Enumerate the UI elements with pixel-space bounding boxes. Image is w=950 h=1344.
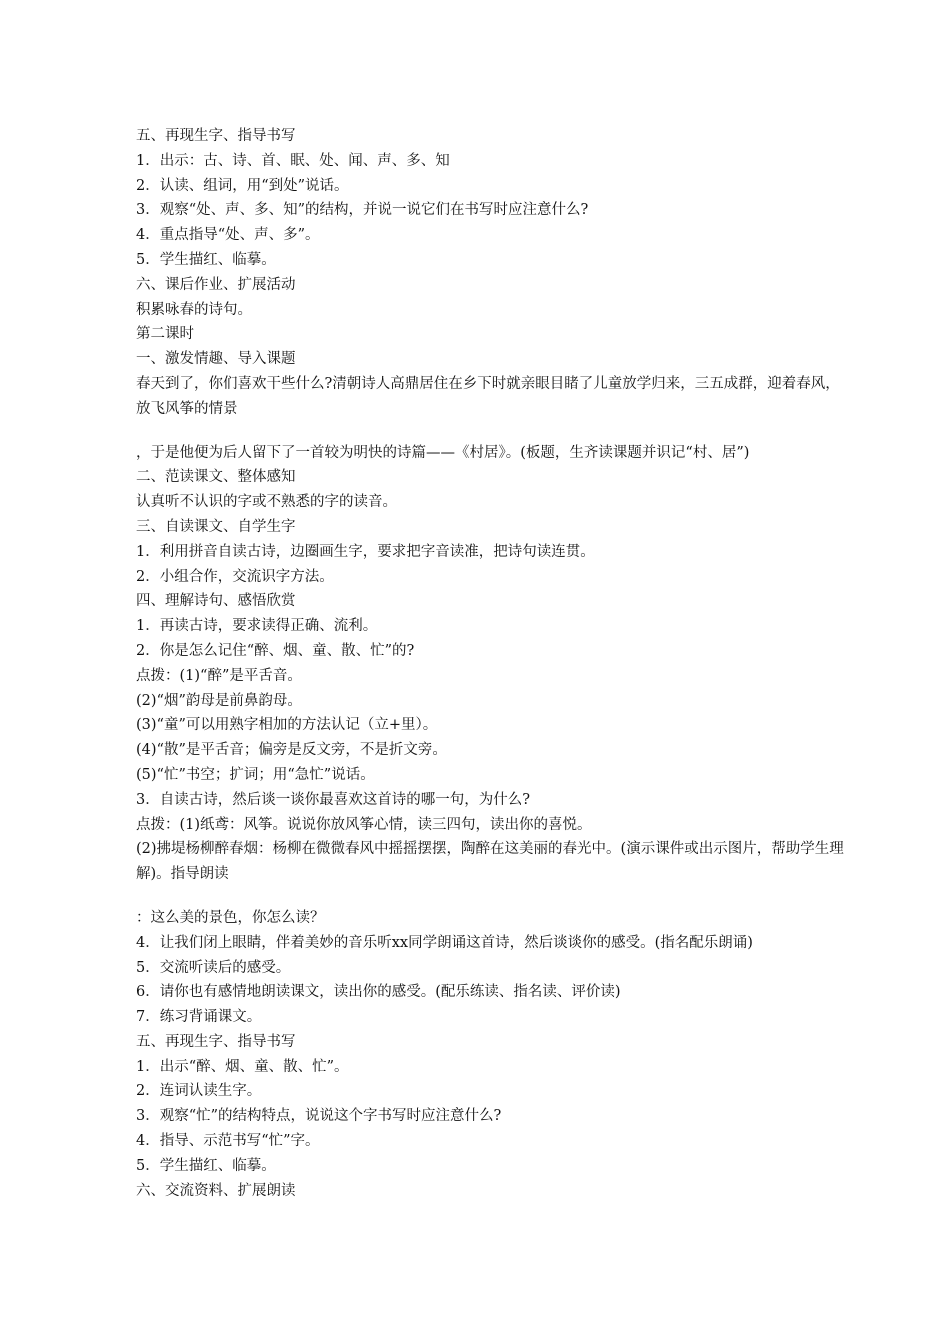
- list-item: 5．交流听读后的感受。: [136, 959, 291, 976]
- body-text: 积累咏春的诗句。: [136, 301, 252, 318]
- section-heading: 三、自读课文、自学生字: [136, 518, 296, 535]
- paragraph-gap: [136, 422, 850, 441]
- body-text: (3)“童”可以用熟字相加的方法认记（立+里）。: [136, 717, 438, 734]
- list-item: 4．让我们闭上眼睛，伴着美妙的音乐听xx同学朗诵这首诗，然后谈谈你的感受。(指名配乐朗诵): [136, 934, 753, 951]
- list-item: 3．自读古诗，然后谈一谈你最喜欢这首诗的哪一句，为什么?: [136, 791, 530, 808]
- body-paragraph: (2)拂堤杨柳醉春烟：杨柳在微微春风中摇摇摆摆，陶醉在这美丽的春光中。(演示课件或出示图片，帮助学生理解)。指导朗读: [136, 841, 844, 883]
- body-text: ，于是他便为后人留下了一首较为明快的诗篇——《村居》。(板题，生齐读课题并识记“村、居”): [136, 444, 750, 461]
- list-item: 4．指导、示范书写“忙”字。: [136, 1133, 320, 1150]
- paragraph-gap: [136, 887, 850, 906]
- section-heading: 五、再现生字、指导书写: [136, 128, 296, 144]
- list-item: 3．观察“处、声、多、知”的结构，并说一说它们在书写时应注意什么?: [136, 202, 589, 219]
- list-item: 1．再读古诗，要求读得正确、流利。: [136, 618, 378, 635]
- document-body: [136, 124, 850, 1203]
- list-item: 2．你是怎么记住“醉、烟、童、散、忙”的?: [136, 642, 415, 659]
- list-item: 3．观察“忙”的结构特点，说说这个字书写时应注意什么?: [136, 1108, 502, 1125]
- list-item: 5．学生描红、临摹。: [136, 1157, 276, 1174]
- list-item: 1．利用拼音自读古诗，边圈画生字，要求把字音读准，把诗句读连贯。: [136, 543, 595, 560]
- list-item: 1．出示“醉、烟、童、散、忙”。: [136, 1058, 349, 1075]
- list-item: 6．请你也有感情地朗读课文，读出你的感受。(配乐练读、指名读、评价读): [136, 984, 621, 1001]
- body-text: 点拨：(1)“醉”是平舌音。: [136, 667, 302, 684]
- section-heading: 六、交流资料、扩展朗读: [136, 1182, 296, 1199]
- lesson-heading: 第二课时: [136, 326, 194, 343]
- list-item: 2．连词认读生字。: [136, 1083, 262, 1100]
- section-heading: 五、再现生字、指导书写: [136, 1033, 296, 1050]
- list-item: 5．学生描红、临摹。: [136, 251, 276, 268]
- body-paragraph: 春天到了，你们喜欢干些什么?清朝诗人高鼎居住在乡下时就亲眼目睹了儿童放学归来，三五成群，迎着春风，放飞风筝的情景: [136, 375, 840, 417]
- body-text: (2)“烟”韵母是前鼻韵母。: [136, 692, 302, 709]
- body-text: (4)“散”是平舌音；偏旁是反文旁，不是折文旁。: [136, 742, 447, 759]
- section-heading: 六、课后作业、扩展活动: [136, 276, 296, 293]
- body-text: (5)“忙”书空；扩词；用“急忙”说话。: [136, 766, 375, 783]
- section-heading: 四、理解诗句、感悟欣赏: [136, 593, 296, 610]
- list-item: 7．练习背诵课文。: [136, 1009, 262, 1026]
- list-item: 2．小组合作，交流识字方法。: [136, 568, 334, 585]
- body-text: 点拨：(1)纸鸢：风筝。说说你放风筝心情，读三四句，读出你的喜悦。: [136, 816, 592, 833]
- list-item: 4．重点指导“处、声、多”。: [136, 227, 320, 244]
- section-heading: 一、激发情趣、导入课题: [136, 351, 296, 368]
- list-item: 2．认读、组词，用“到处”说话。: [136, 177, 349, 194]
- list-item: 1．出示：古、诗、首、眠、处、闻、声、多、知: [136, 152, 450, 169]
- body-text: 认真听不认识的字或不熟悉的字的读音。: [136, 494, 397, 511]
- section-heading: 二、范读课文、整体感知: [136, 469, 296, 486]
- body-text: ：这么美的景色，你怎么读？: [136, 909, 325, 926]
